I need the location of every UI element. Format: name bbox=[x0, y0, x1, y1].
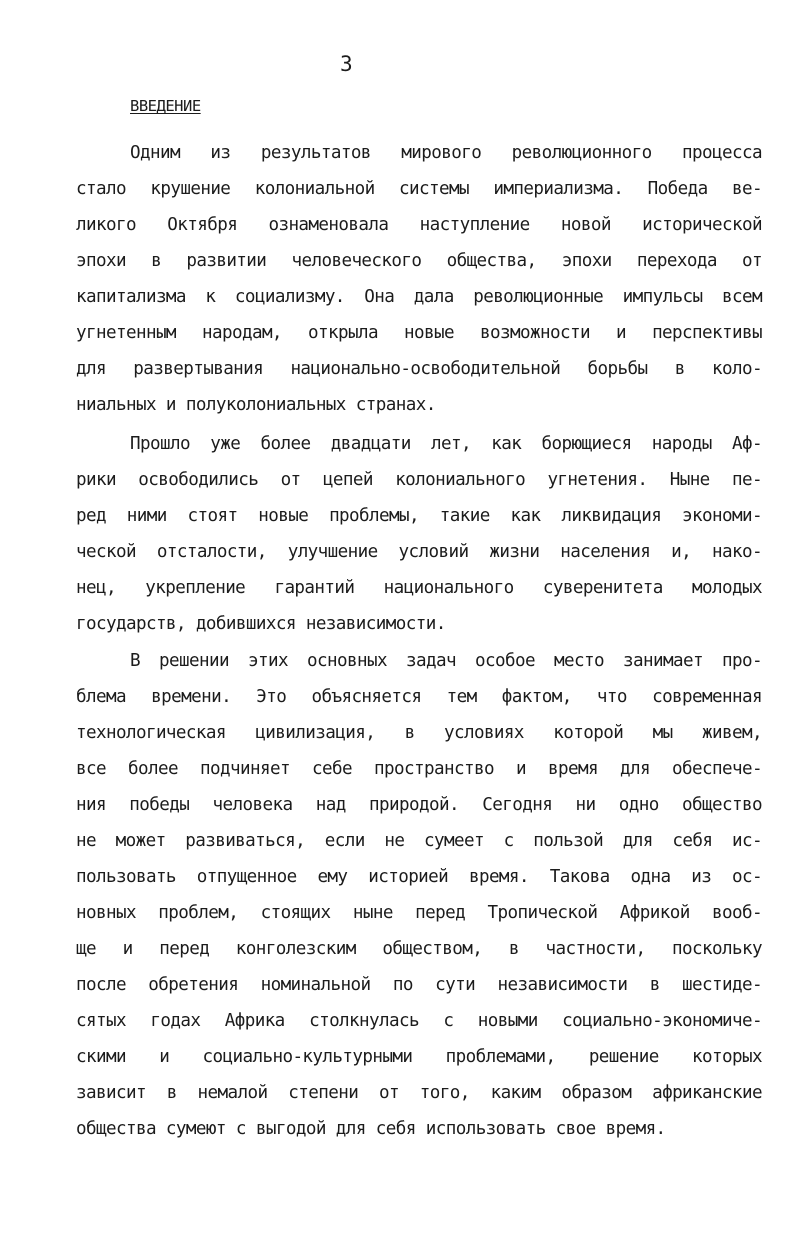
paragraph-3-line-14: общества сумеют с выгодой для себя использовать свое время. bbox=[76, 1119, 666, 1139]
paragraph-3-line-1: В решении этих основных задач особое место занимает про- bbox=[130, 651, 762, 671]
paragraph-1-line-2: стало крушение колониальной системы империализма. Победа ве- bbox=[76, 179, 762, 199]
section-heading: ВВЕДЕНИЕ bbox=[130, 97, 201, 115]
paragraph-3-line-6: не может развиваться, если не сумеет с пользой для себя ис- bbox=[76, 831, 762, 851]
paragraph-1-line-1: Одним из результатов мирового революционного процесса bbox=[130, 143, 762, 163]
paragraph-3-line-8: новных проблем, стоящих ныне перед Тропической Африкой вооб- bbox=[76, 903, 762, 923]
paragraph-3-line-7: пользовать отпущенное ему историей время. Такова одна из ос- bbox=[76, 867, 762, 887]
paragraph-3-line-10: после обретения номинальной по сути независимости в шестиде- bbox=[76, 975, 762, 995]
paragraph-1-line-3: ликого Октября ознаменовала наступление новой исторической bbox=[76, 215, 762, 235]
paragraph-2-line-3: ред ними стоят новые проблемы, такие как ликвидация экономи- bbox=[76, 506, 762, 526]
paragraph-3-line-13: зависит в немалой степени от того, каким образом африканские bbox=[76, 1083, 762, 1103]
paragraph-3-line-2: блема времени. Это объясняется тем фактом, что современная bbox=[76, 687, 762, 707]
paragraph-1-line-4: эпохи в развитии человеческого общества, эпохи перехода от bbox=[76, 251, 762, 271]
paragraph-3-line-9: ще и перед конголезским обществом, в частности, поскольку bbox=[76, 939, 762, 959]
paragraph-3-line-5: ния победы человека над природой. Сегодня ни одно общество bbox=[76, 795, 762, 815]
paragraph-3-line-12: скими и социально-культурными проблемами, решение которых bbox=[76, 1047, 762, 1067]
paragraph-2-line-5: нец, укрепление гарантий национального суверенитета молодых bbox=[76, 578, 762, 598]
paragraph-2-line-4: ческой отсталости, улучшение условий жизни населения и, нако- bbox=[76, 542, 762, 562]
paragraph-1-line-6: угнетенным народам, открыла новые возможности и перспективы bbox=[76, 323, 762, 343]
paragraph-1-line-7: для развертывания национально-освободительной борьбы в коло- bbox=[76, 359, 762, 379]
paragraph-2-line-6: государств, добившихся независимости. bbox=[76, 614, 446, 634]
paragraph-3-line-4: все более подчиняет себе пространство и время для обеспече- bbox=[76, 759, 762, 779]
paragraph-1-line-5: капитализма к социализму. Она дала революционные импульсы всем bbox=[76, 287, 762, 307]
paragraph-3-line-11: сятых годах Африка столкнулась с новыми социально-экономиче- bbox=[76, 1011, 762, 1031]
paragraph-1-line-8: ниальных и полуколониальных странах. bbox=[76, 395, 436, 415]
page-number: 3 bbox=[340, 52, 353, 76]
paragraph-2-line-1: Прошло уже более двадцати лет, как борющиеся народы Аф- bbox=[130, 434, 762, 454]
paragraph-3-line-3: технологическая цивилизация, в условиях которой мы живем, bbox=[76, 723, 762, 743]
paragraph-2-line-2: рики освободились от цепей колониального угнетения. Ныне пе- bbox=[76, 470, 762, 490]
